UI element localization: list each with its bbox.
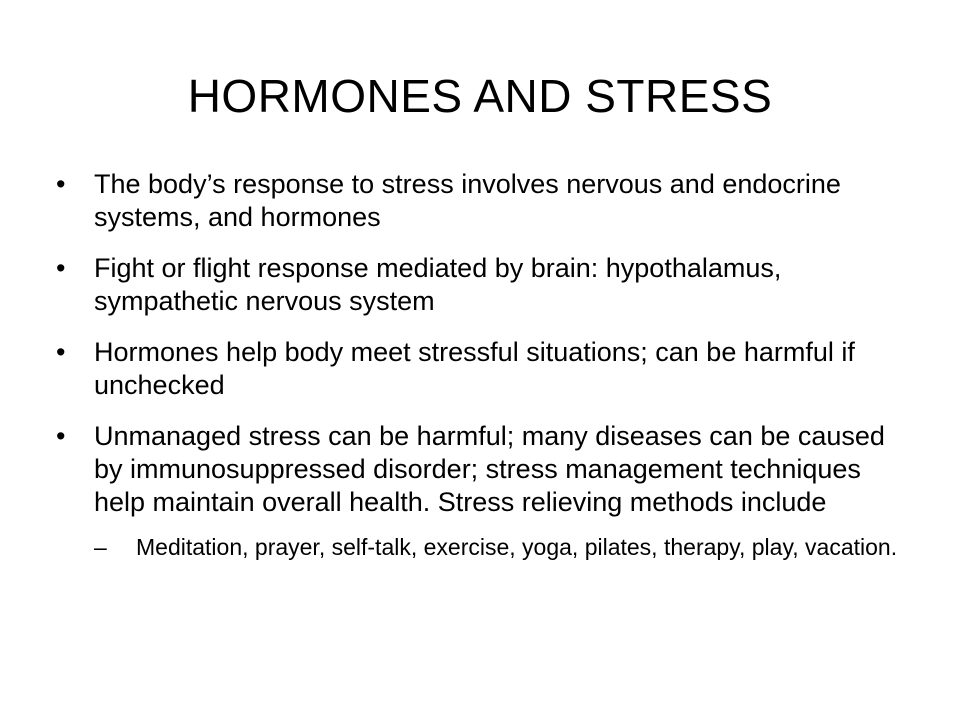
bullet-marker: • — [56, 421, 66, 451]
bullet-item — [56, 420, 906, 562]
sub-bullet-marker: – — [94, 534, 107, 560]
bullet-text: Fight or flight response mediated by brain: hypothalamus, sympathetic nervous system — [94, 253, 782, 316]
sub-bullet-text: Meditation, prayer, self-talk, exercise, yoga, pilates, therapy, play, vacation. — [136, 534, 898, 560]
bullet-marker: • — [56, 253, 66, 283]
sub-bullet-list — [94, 533, 906, 562]
bullet-item — [56, 168, 906, 234]
slide-title: HORMONES AND STRESS — [187, 70, 773, 122]
bullet-item — [56, 252, 906, 318]
bullet-text: Unmanaged stress can be harmful; many diseases can be caused by immunosuppressed disorder; stress management techniques help maintain overall health. Stress relieving methods include — [94, 421, 885, 517]
bullet-marker: • — [56, 337, 66, 367]
bullet-item — [56, 336, 906, 402]
bullet-list — [56, 168, 906, 580]
bullet-text: The body’s response to stress involves nervous and endocrine systems, and hormones — [94, 169, 841, 232]
bullet-marker: • — [56, 169, 66, 199]
bullet-text: Hormones help body meet stressful situations; can be harmful if unchecked — [94, 337, 855, 400]
sub-bullet-item — [94, 533, 906, 562]
